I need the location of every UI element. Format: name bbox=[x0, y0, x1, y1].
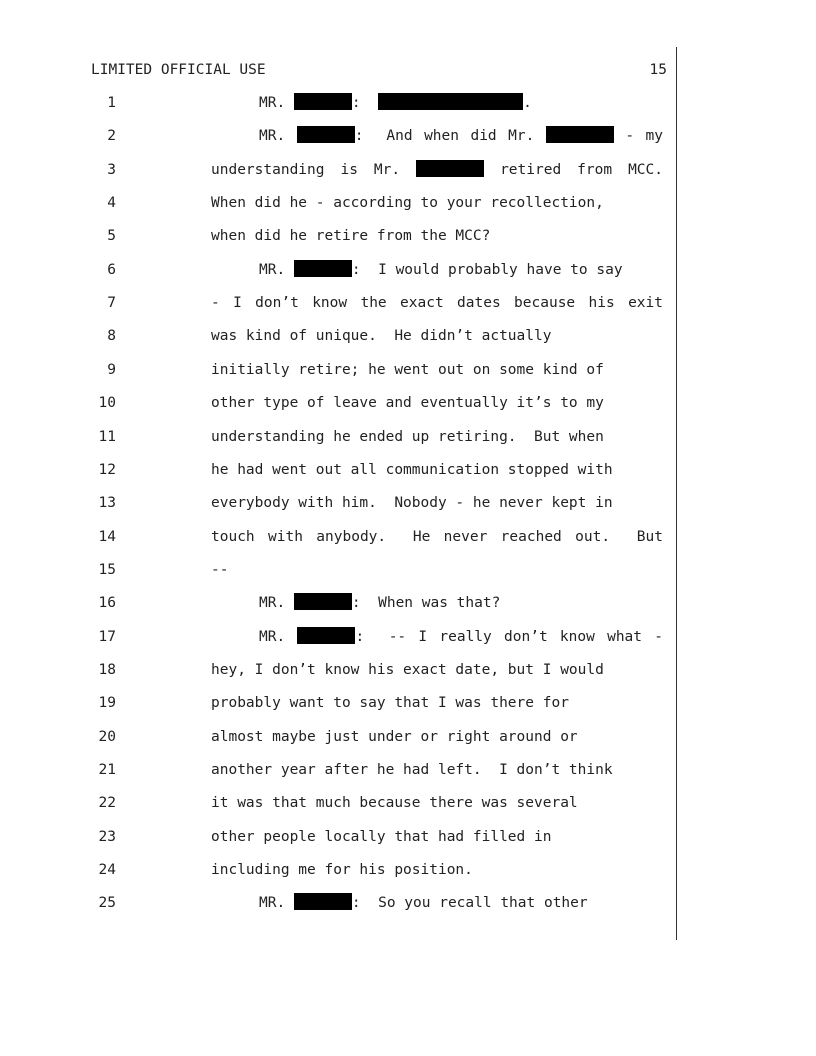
line-text bbox=[259, 892, 663, 914]
line-text bbox=[211, 292, 663, 314]
line-text bbox=[211, 492, 663, 514]
line-number: 14 bbox=[98, 529, 116, 545]
line-text-segment: almost maybe just under or right around or bbox=[211, 729, 578, 745]
transcript-line bbox=[0, 892, 676, 914]
line-text-segment: MR. bbox=[259, 95, 294, 111]
line-text-segment: another year after he had left. I don’t think bbox=[211, 762, 613, 778]
line-number: 18 bbox=[98, 662, 116, 678]
line-text bbox=[211, 826, 663, 848]
transcript-line bbox=[0, 325, 676, 347]
transcript-line bbox=[0, 192, 676, 214]
line-text bbox=[259, 92, 663, 114]
transcript-line bbox=[0, 626, 676, 648]
classification-header: LIMITED OFFICIAL USE bbox=[91, 62, 266, 78]
line-text bbox=[211, 526, 663, 548]
transcript-line bbox=[0, 392, 676, 414]
line-text-segment: - my bbox=[613, 128, 663, 144]
line-text-segment: hey, I don’t know his exact date, but I would bbox=[211, 662, 604, 678]
line-number: 12 bbox=[98, 462, 116, 478]
transcript-line bbox=[0, 492, 676, 514]
transcript-line bbox=[0, 559, 676, 581]
line-text-segment: when did he retire from the MCC? bbox=[211, 228, 491, 244]
line-text-segment: other people locally that had filled in bbox=[211, 829, 552, 845]
line-text-segment: : I would probably have to say bbox=[351, 262, 623, 278]
line-text bbox=[211, 859, 663, 881]
line-number: 5 bbox=[107, 228, 116, 244]
transcript-line bbox=[0, 592, 676, 614]
line-text bbox=[211, 759, 663, 781]
transcript-line bbox=[0, 92, 676, 114]
redaction-bar bbox=[297, 126, 355, 143]
line-number: 23 bbox=[98, 829, 116, 845]
transcript-line bbox=[0, 659, 676, 681]
line-text-segment: -- bbox=[211, 562, 229, 578]
line-text bbox=[211, 692, 663, 714]
line-text bbox=[259, 626, 663, 648]
transcript-line bbox=[0, 859, 676, 881]
redaction-bar bbox=[378, 93, 523, 110]
line-number: 8 bbox=[107, 328, 116, 344]
redaction-bar bbox=[416, 160, 484, 177]
line-text-segment: MR. bbox=[259, 128, 297, 144]
line-number: 16 bbox=[98, 595, 116, 611]
line-text-segment: it was that much because there was several bbox=[211, 795, 578, 811]
line-text-segment: When did he - according to your recollection, bbox=[211, 195, 604, 211]
line-text-segment: MR. bbox=[259, 629, 298, 645]
line-text-segment: understanding is Mr. bbox=[211, 162, 417, 178]
line-number: 24 bbox=[98, 862, 116, 878]
line-number: 3 bbox=[107, 162, 116, 178]
transcript-line bbox=[0, 526, 676, 548]
transcript-line bbox=[0, 292, 676, 314]
line-text-segment: : So you recall that other bbox=[351, 895, 588, 911]
transcript-line bbox=[0, 159, 676, 181]
line-number: 4 bbox=[107, 195, 116, 211]
line-text-segment: MR. bbox=[259, 262, 294, 278]
line-number: 22 bbox=[98, 795, 116, 811]
line-number: 10 bbox=[98, 395, 116, 411]
line-number: 15 bbox=[98, 562, 116, 578]
line-number: 20 bbox=[98, 729, 116, 745]
line-text bbox=[211, 792, 663, 814]
page-number: 15 bbox=[649, 62, 667, 78]
line-text-segment: : -- I really don’t know what - bbox=[355, 629, 663, 645]
line-text-segment: including me for his position. bbox=[211, 862, 473, 878]
line-text bbox=[259, 592, 663, 614]
redaction-bar bbox=[297, 627, 355, 644]
line-text-segment: probably want to say that I was there for bbox=[211, 695, 569, 711]
line-text-segment: MR. bbox=[259, 895, 294, 911]
line-text bbox=[211, 359, 663, 381]
line-text bbox=[211, 726, 663, 748]
right-margin-rule bbox=[676, 47, 677, 940]
line-number: 9 bbox=[107, 362, 116, 378]
line-text bbox=[211, 392, 663, 414]
redaction-bar bbox=[294, 893, 352, 910]
transcript-line bbox=[0, 426, 676, 448]
line-text bbox=[211, 659, 663, 681]
line-text-segment: he had went out all communication stopped with bbox=[211, 462, 613, 478]
line-number: 25 bbox=[98, 895, 116, 911]
line-text-segment: : When was that? bbox=[351, 595, 501, 611]
transcript-line bbox=[0, 125, 676, 147]
line-text-segment: : bbox=[351, 95, 379, 111]
line-text bbox=[211, 159, 663, 181]
line-text-segment: : And when did Mr. bbox=[354, 128, 546, 144]
transcript-line bbox=[0, 259, 676, 281]
redaction-bar bbox=[294, 260, 352, 277]
line-text-segment: everybody with him. Nobody - he never kept in bbox=[211, 495, 613, 511]
transcript-line bbox=[0, 459, 676, 481]
line-text bbox=[211, 426, 663, 448]
line-number: 2 bbox=[107, 128, 116, 144]
line-text bbox=[211, 192, 663, 214]
line-number: 13 bbox=[98, 495, 116, 511]
transcript-line bbox=[0, 692, 676, 714]
line-number: 7 bbox=[107, 295, 116, 311]
line-text-segment: - I don’t know the exact dates because his exit bbox=[211, 295, 663, 311]
line-text-segment: initially retire; he went out on some kind of bbox=[211, 362, 604, 378]
line-number: 17 bbox=[98, 629, 116, 645]
line-text-segment: was kind of unique. He didn’t actually bbox=[211, 328, 552, 344]
line-text-segment: retired from MCC. bbox=[484, 162, 663, 178]
line-number: 1 bbox=[107, 95, 116, 111]
line-number: 11 bbox=[98, 429, 116, 445]
line-text-segment: . bbox=[523, 95, 532, 111]
line-text bbox=[259, 259, 663, 281]
transcript-line bbox=[0, 359, 676, 381]
line-text-segment: touch with anybody. He never reached out. But bbox=[211, 529, 663, 545]
line-text bbox=[211, 559, 663, 581]
line-text bbox=[211, 459, 663, 481]
line-text bbox=[211, 325, 663, 347]
line-text bbox=[259, 125, 663, 147]
transcript-line bbox=[0, 792, 676, 814]
line-text-segment: other type of leave and eventually it’s to my bbox=[211, 395, 604, 411]
transcript-line bbox=[0, 726, 676, 748]
transcript-line bbox=[0, 759, 676, 781]
line-text-segment: MR. bbox=[259, 595, 294, 611]
line-number: 21 bbox=[98, 762, 116, 778]
line-text bbox=[211, 225, 663, 247]
line-number: 6 bbox=[107, 262, 116, 278]
transcript-line bbox=[0, 826, 676, 848]
redaction-bar bbox=[294, 93, 352, 110]
transcript-line bbox=[0, 225, 676, 247]
redaction-bar bbox=[294, 593, 352, 610]
line-text-segment: understanding he ended up retiring. But when bbox=[211, 429, 604, 445]
line-number: 19 bbox=[98, 695, 116, 711]
redaction-bar bbox=[546, 126, 614, 143]
